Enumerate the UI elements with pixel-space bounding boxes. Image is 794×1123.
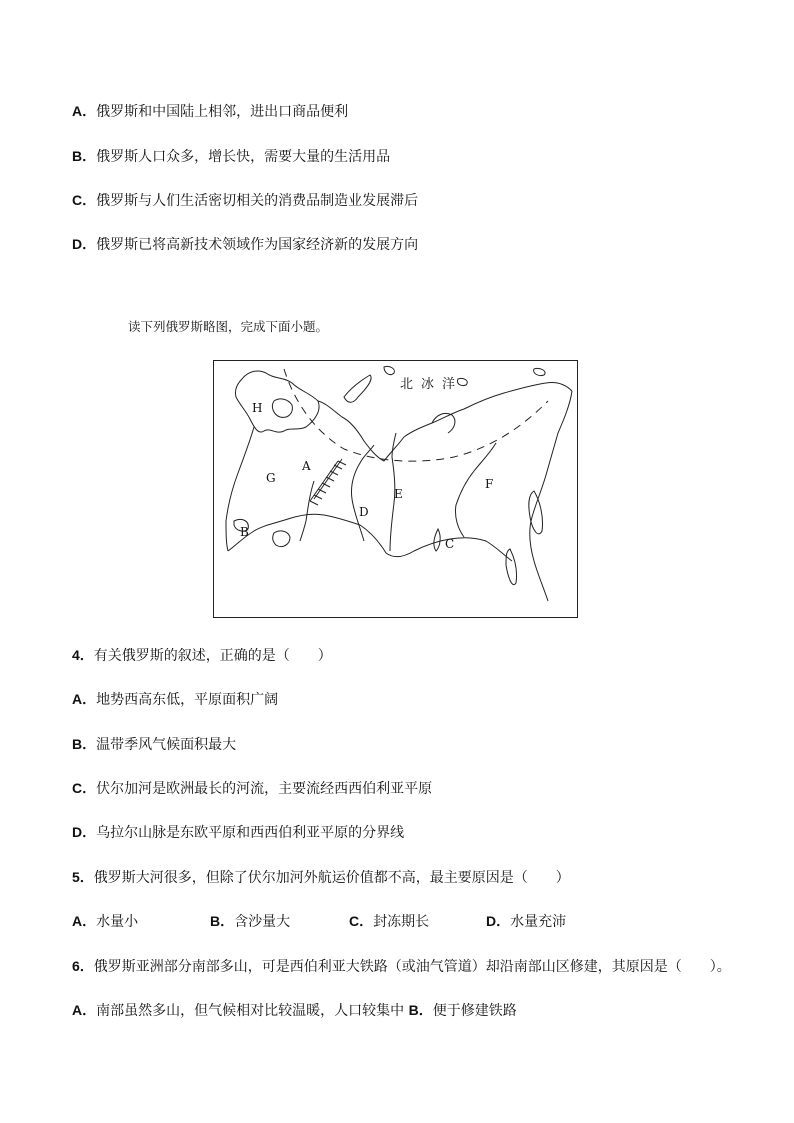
q5-option-a: A．水量小 [72, 913, 139, 930]
novaya-zemlya-outline [344, 375, 371, 402]
q6-options-row [72, 1000, 517, 1021]
caspian-sea-outline [273, 531, 290, 547]
new-siberian-islands-outline [534, 368, 545, 375]
q5-options-row [72, 911, 712, 931]
map-label-a: A [302, 459, 311, 473]
map-label-b: B [240, 525, 249, 539]
question-4-stem: 4．有关俄罗斯的叙述，正确的是（ ） [72, 647, 332, 664]
sakhalin-outline [506, 549, 517, 585]
northern-coastline [318, 382, 572, 461]
q5-option-c: C．封冻期长 [349, 913, 430, 930]
ural-mountains-hatching [310, 459, 346, 505]
map-label-h: H [252, 401, 263, 415]
prev-option-c: C．俄罗斯与人们生活密切相关的消费品制造业发展滞后 [72, 192, 419, 209]
question-6-stem: 6．俄罗斯亚洲部分南部多山，可是西伯利亚大铁路（或油气管道）却沿南部山区修建，其原因是（ ）。 [72, 958, 731, 975]
volga-river [300, 481, 314, 541]
franz-josef-land-outline [384, 366, 394, 374]
white-sea-outline [272, 399, 292, 417]
q4-option-b: B．温带季风气候面积最大 [72, 736, 237, 753]
russia-sketch-map [213, 360, 578, 618]
southern-border [228, 514, 512, 561]
map-label-d: D [359, 505, 369, 519]
q4-option-a: A．地势西高东低，平原面积广阔 [72, 691, 279, 708]
q6-option-a: A．南部虽然多山，但气候相对比较温暖，人口较集中 [72, 1002, 405, 1019]
kamchatka-outline [529, 491, 543, 534]
map-label-c: C [445, 537, 455, 551]
taymyr-outline [432, 413, 455, 433]
map-caption: 读下列俄罗斯略图，完成下面小题。 [128, 319, 329, 334]
q5-option-d: D．水量充沛 [486, 913, 567, 930]
map-label-f: F [485, 477, 494, 491]
question-5-stem: 5．俄罗斯大河很多，但除了伏尔加河外航运价值都不高，最主要原因是（ ） [72, 869, 570, 886]
q4-option-c: C．伏尔加河是欧洲最长的河流，主要流经西西伯利亚平原 [72, 780, 433, 797]
prev-option-a: A．俄罗斯和中国陆上相邻，进出口商品便利 [72, 103, 349, 120]
arctic-ocean-label: 北冰洋 [400, 377, 464, 392]
map-label-e: E [394, 487, 403, 501]
map-label-g: G [266, 471, 276, 485]
prev-option-b: B．俄罗斯人口众多，增长快，需要大量的生活用品 [72, 148, 391, 165]
scandinavia-outline [235, 371, 319, 432]
lake-baikal-outline [434, 529, 440, 551]
q4-option-d: D．乌拉尔山脉是东欧平原和西西伯利亚平原的分界线 [72, 824, 405, 841]
q5-option-b: B．含沙量大 [210, 913, 291, 930]
prev-option-d: D．俄罗斯已将高新技术领域作为国家经济新的发展方向 [72, 236, 419, 253]
q6-option-b: B．便于修建铁路 [408, 1002, 517, 1019]
